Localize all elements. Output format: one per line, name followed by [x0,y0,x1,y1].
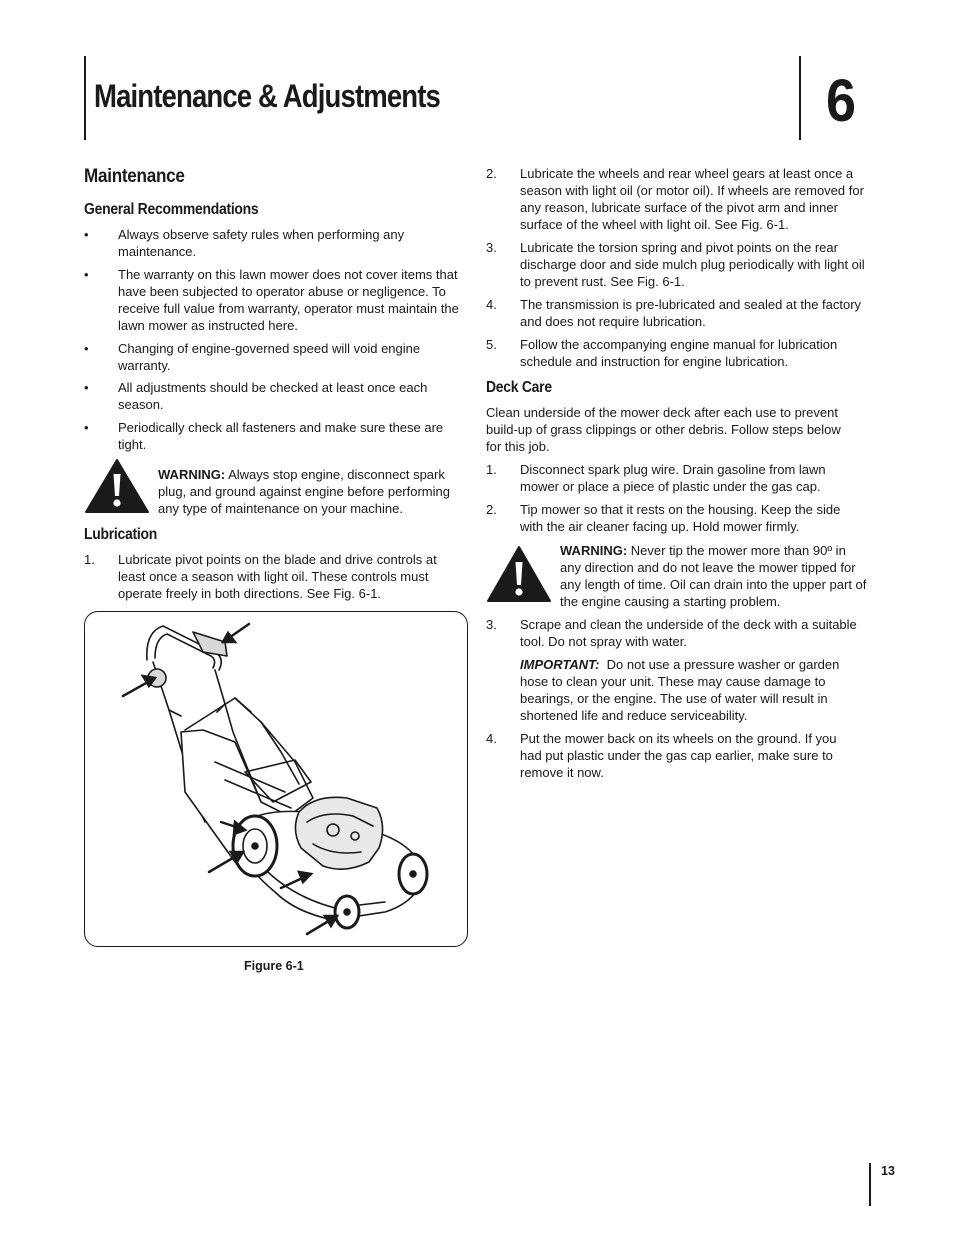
warning-body: Always stop engine, disconnect spark plug, and ground against engine before performing any type of maintenance on your machine. [158,467,450,516]
footer-rule [869,1163,871,1206]
list-number: 2. [486,502,497,517]
figure-frame [84,611,468,947]
deck-care-intro: Clean underside of the mower deck after each use to prevent build-up of grass clippings or other debris. Follow steps below for this job. [486,405,841,454]
chapter-title: Maintenance & Adjustments [94,78,441,114]
header-rule-right [799,56,801,140]
important-body: Do not use a pressure washer or garden hose to clean your unit. These may cause damage to bearings, or the engine. The use of water will result in shortened life and reduce serviceability. [520,657,843,723]
bullet-marker: • [84,227,89,242]
list-text: Lubricate the torsion spring and pivot points on the rear discharge door and side mulch plug periodically with light oil to prevent rust. See Fig. 6-1. [520,240,865,289]
bullet-text: The warranty on this lawn mower does not cover items that have been subjected to operator abuse or negligence. To receive full value from warranty, operator must maintain the lawn mower as instructed here. [118,267,459,333]
list-text: Disconnect spark plug wire. Drain gasoline from lawn mower or place a piece of plastic under the gas cap. [520,462,826,494]
bullet-text: All adjustments should be checked at least once each season. [118,380,428,412]
warning-triangle-icon [84,458,150,514]
subheading-general-recommendations: General Recommendations [84,201,259,218]
bullet-text: Always observe safety rules when performing any maintenance. [118,227,405,259]
list-number: 5. [486,337,497,352]
list-number: 4. [486,731,497,746]
list-number: 1. [84,552,95,567]
warning-text [158,466,468,517]
section-heading-maintenance: Maintenance [84,166,185,187]
list-number: 2. [486,166,497,181]
warning-triangle-icon [486,545,552,603]
bullet-marker: • [84,267,89,282]
chapter-number: 6 [826,67,857,134]
list-number: 4. [486,297,497,312]
bullet-marker: • [84,341,89,356]
list-number: 3. [486,240,497,255]
important-label: IMPORTANT: [520,657,600,672]
important-note [520,656,870,724]
warning-body: Never tip the mower more than 90º in any direction and do not leave the mower tipped for any length of time. Oil can drain into the upper part of the engine causing a starting problem. [560,543,867,609]
subheading-deck-care: Deck Care [486,379,552,396]
list-text: Tip mower so that it rests on the housing. Keep the side with the air cleaner facing up. Hold mower firmly. [520,502,841,534]
list-text: Follow the accompanying engine manual for lubrication schedule and instruction for engine lubrication. [520,337,838,369]
bullet-marker: • [84,420,89,435]
bullet-text: Changing of engine-governed speed will void engine warranty. [118,341,421,373]
lawn-mower-illustration [85,612,467,946]
header-rule-left [84,56,86,140]
list-number: 3. [486,617,497,632]
list-text: Lubricate pivot points on the blade and drive controls at least once a season with light oil. These controls must operate freely in both directions. See Fig. 6-1. [118,552,437,601]
page-number: 13 [881,1164,895,1178]
warning-text [560,542,870,610]
list-text: Lubricate the wheels and rear wheel gears at least once a season with light oil (or motor oil). If wheels are removed for any reason, lubricate surface of the pivot arm and inner surface of the wheel with light oil. See Fig. 6-1. [520,166,864,232]
list-text: Scrape and clean the underside of the deck with a suitable tool. Do not spray with water. [520,617,857,649]
warning-label: WARNING: [560,543,628,558]
warning-label: WARNING: [158,467,226,482]
list-text: The transmission is pre-lubricated and sealed at the factory and does not require lubrication. [520,297,862,329]
bullet-marker: • [84,380,89,395]
figure-caption: Figure 6-1 [244,959,304,973]
subheading-lubrication: Lubrication [84,526,157,543]
bullet-text: Periodically check all fasteners and make sure these are tight. [118,420,444,452]
list-number: 1. [486,462,497,477]
list-text: Put the mower back on its wheels on the ground. If you had put plastic under the gas cap earlier, make sure to remove it now. [520,731,837,780]
